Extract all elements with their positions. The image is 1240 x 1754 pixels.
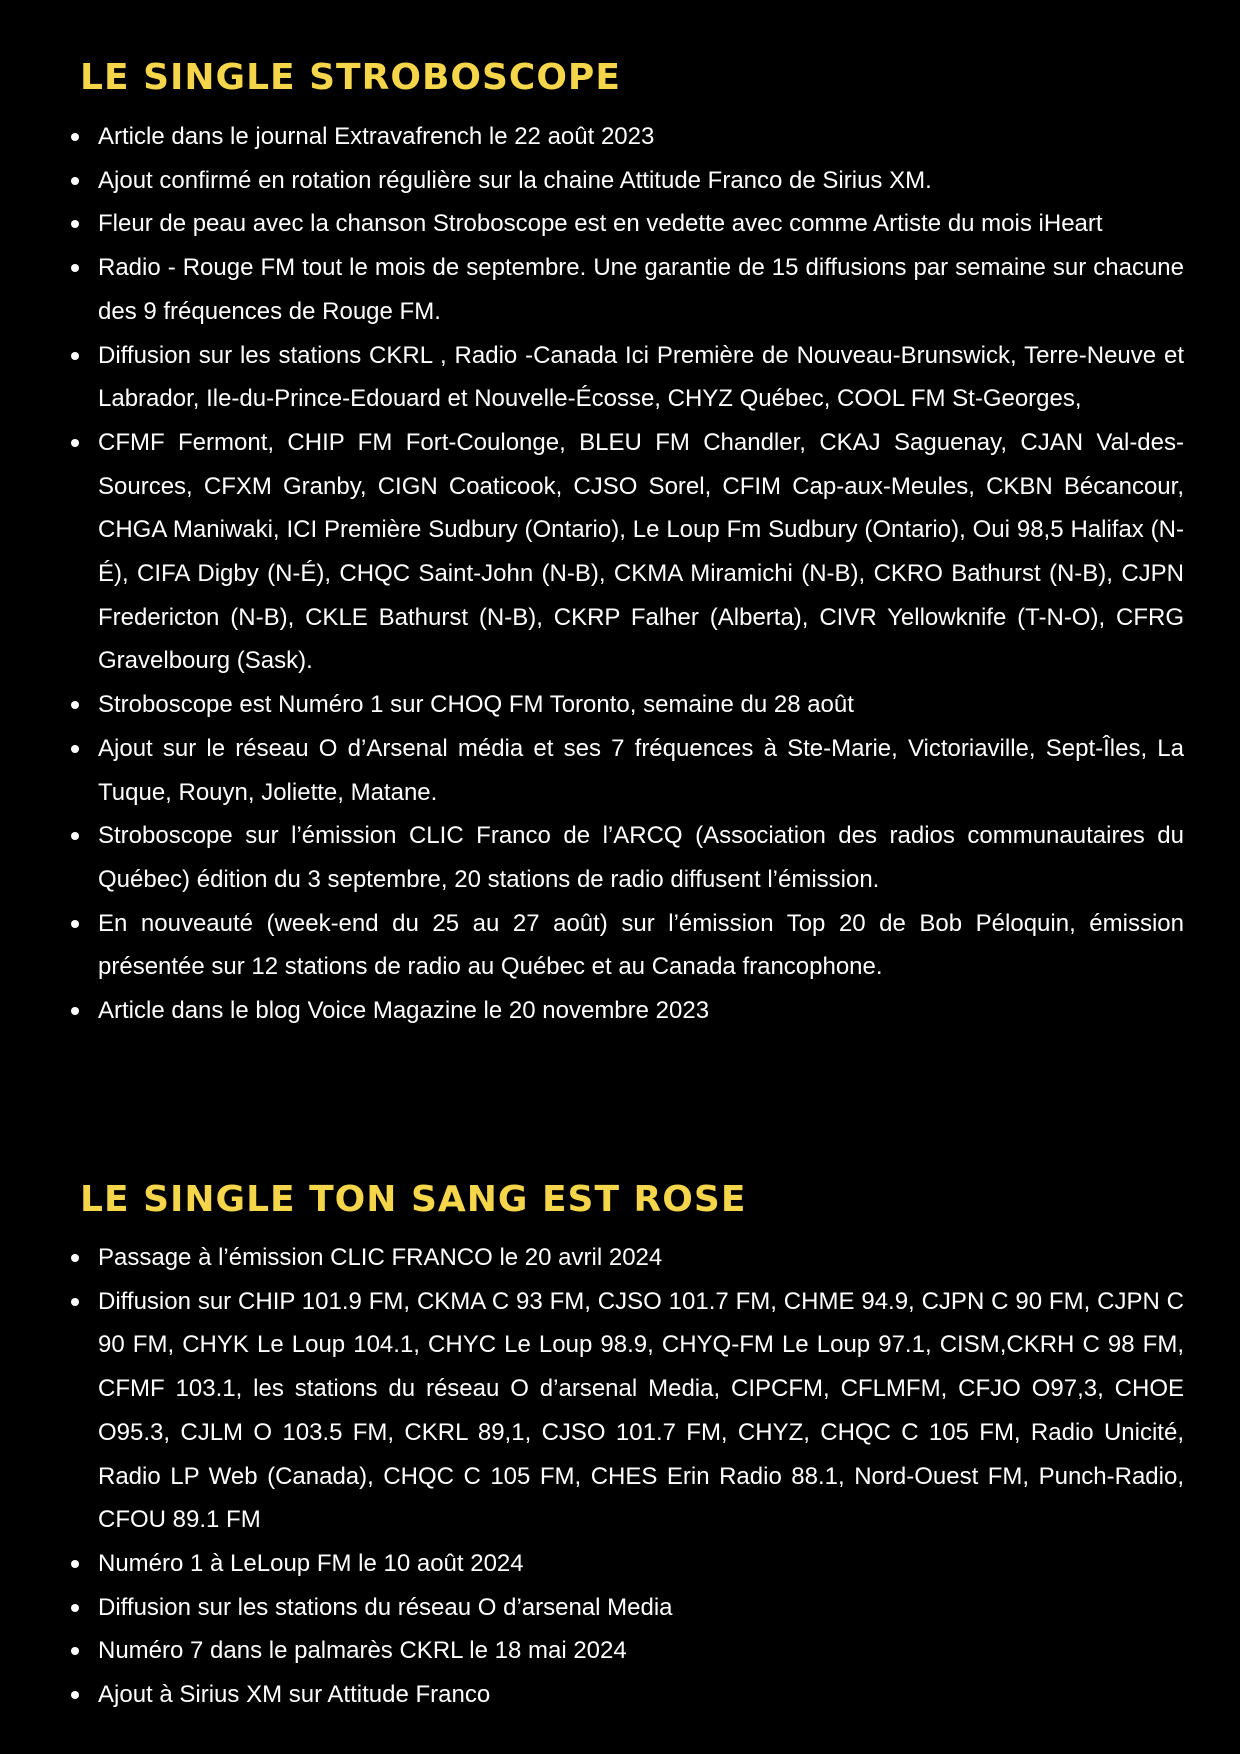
list-item-text: Numéro 7 dans le palmarès CKRL le 18 mai 2024	[98, 1637, 627, 1665]
list-item	[65, 1236, 1184, 1280]
list-item	[65, 814, 1184, 901]
bullet-icon	[71, 177, 79, 185]
list-item	[65, 421, 1184, 683]
list-item	[65, 727, 1184, 814]
ton-sang-est-rose-bullet-list	[65, 1236, 1184, 1717]
list-item-text: Numéro 1 à LeLoup FM le 10 août 2024	[98, 1549, 524, 1577]
list-item-text: Ajout confirmé en rotation régulière sur la chaine Attitude Franco de Sirius XM.	[98, 166, 932, 194]
list-item	[65, 1673, 1184, 1717]
list-item-text: Stroboscope sur l’émission CLIC Franco de l’ARCQ (Association des radios communautaires du Québec) édition du 3 septembre, 20 stations de radio diffusent l’émission.	[98, 822, 1184, 893]
bullet-icon	[71, 1298, 79, 1306]
list-item-text: Diffusion sur les stations du réseau O d’arsenal Media	[98, 1593, 673, 1621]
bullet-icon	[71, 352, 79, 360]
list-item	[65, 1542, 1184, 1586]
bullet-icon	[71, 832, 79, 840]
list-item	[65, 1629, 1184, 1673]
bullet-icon	[71, 745, 79, 753]
list-item	[65, 1586, 1184, 1630]
list-item-text: Fleur de peau avec la chanson Stroboscope est en vedette avec comme Artiste du mois iHeart	[98, 210, 1103, 238]
list-item-text: Stroboscope est Numéro 1 sur CHOQ FM Toronto, semaine du 28 août	[98, 691, 854, 719]
list-item-text: CFMF Fermont, CHIP FM Fort-Coulonge, BLEU FM Chandler, CKAJ Saguenay, CJAN Val-des-Sources, CFXM Granby, CIGN Coaticook, CJSO Sorel, CFIM Cap-aux-Meules, CKBN Bécancour, CHGA Maniwaki, ICI Première Sudbury (Ontario), Le Loup Fm Sudbury (Ontario), Oui 98,5 Halifax (N-É), CIFA Digby (N-É), CHQC Saint-John (N-B), CKMA Miramichi (N-B), CKRO Bathurst (N-B), CJPN Fredericton (N-B), CKLE Bathurst (N-B), CKRP Falher (Alberta), CIVR Yellowknife (T-N-O), CFRG Gravelbourg (Sask).	[98, 428, 1184, 675]
list-item	[65, 683, 1184, 727]
bullet-icon	[71, 220, 79, 228]
list-item-text: Diffusion sur CHIP 101.9 FM, CKMA C 93 FM, CJSO 101.7 FM, CHME 94.9, CJPN C 90 FM, CJPN C 90 FM, CHYK Le Loup 104.1, CHYC Le Loup 98.9, CHYQ-FM Le Loup 97.1, CISM,CKRH C 98 FM, CFMF 103.1, les stations du réseau O d’arsenal Media, CIPCFM, CFLMFM, CFJO O97,3, CHOE O95.3, CJLM O 103.5 FM, CKRL 89,1, CJSO 101.7 FM, CHYZ, CHQC C 105 FM, Radio Unicité, Radio LP Web (Canada), CHQC C 105 FM, CHES Erin Radio 88.1, Nord-Ouest FM, Punch-Radio, CFOU 89.1 FM	[98, 1287, 1184, 1534]
bullet-icon	[71, 133, 79, 141]
list-item-text: Ajout sur le réseau O d’Arsenal média et ses 7 fréquences à Ste-Marie, Victoriaville, Sept-Îles, La Tuque, Rouyn, Joliette, Matane.	[98, 734, 1184, 806]
list-item	[65, 989, 1184, 1033]
list-item	[65, 159, 1184, 203]
bullet-icon	[71, 1007, 79, 1015]
list-item	[65, 334, 1184, 421]
bullet-icon	[71, 1254, 79, 1262]
list-item-text: Article dans le blog Voice Magazine le 20 novembre 2023	[98, 997, 710, 1025]
list-item	[65, 246, 1184, 333]
bullet-icon	[71, 264, 79, 272]
section-title-ton-sang-est-rose: LE SINGLE TON SANG EST ROSE	[80, 1179, 747, 1220]
list-item	[65, 1280, 1184, 1542]
list-item-text: Diffusion sur les stations CKRL , Radio -Canada Ici Première de Nouveau-Brunswick, Terre-Neuve et Labrador, Ile-du-Prince-Edouard et Nouvelle-Écosse, CHYZ Québec, COOL FM St-Georges,	[98, 341, 1184, 413]
bullet-icon	[71, 1604, 79, 1612]
list-item	[65, 902, 1184, 989]
list-item-text: Radio - Rouge FM tout le mois de septembre. Une garantie de 15 diffusions par semaine sur chacune des 9 fréquences de Rouge FM.	[98, 254, 1184, 325]
list-item-text: Ajout à Sirius XM sur Attitude Franco	[98, 1681, 491, 1709]
list-item-text: En nouveauté (week-end du 25 au 27 août) sur l’émission Top 20 de Bob Péloquin, émission présentée sur 12 stations de radio au Québec et au Canada francophone.	[98, 909, 1184, 981]
list-item-text: Article dans le journal Extravafrench le 22 août 2023	[98, 123, 655, 150]
list-item	[65, 202, 1184, 246]
bullet-icon	[71, 701, 79, 709]
bullet-icon	[71, 920, 79, 928]
section-title-stroboscope: LE SINGLE STROBOSCOPE	[80, 57, 621, 98]
bullet-icon	[71, 1691, 79, 1699]
list-item	[65, 115, 1184, 159]
bullet-icon	[71, 1560, 79, 1568]
bullet-icon	[71, 439, 79, 447]
bullet-icon	[71, 1647, 79, 1655]
stroboscope-bullet-list	[65, 115, 1184, 1033]
list-item-text: Passage à l’émission CLIC FRANCO le 20 avril 2024	[98, 1244, 663, 1271]
